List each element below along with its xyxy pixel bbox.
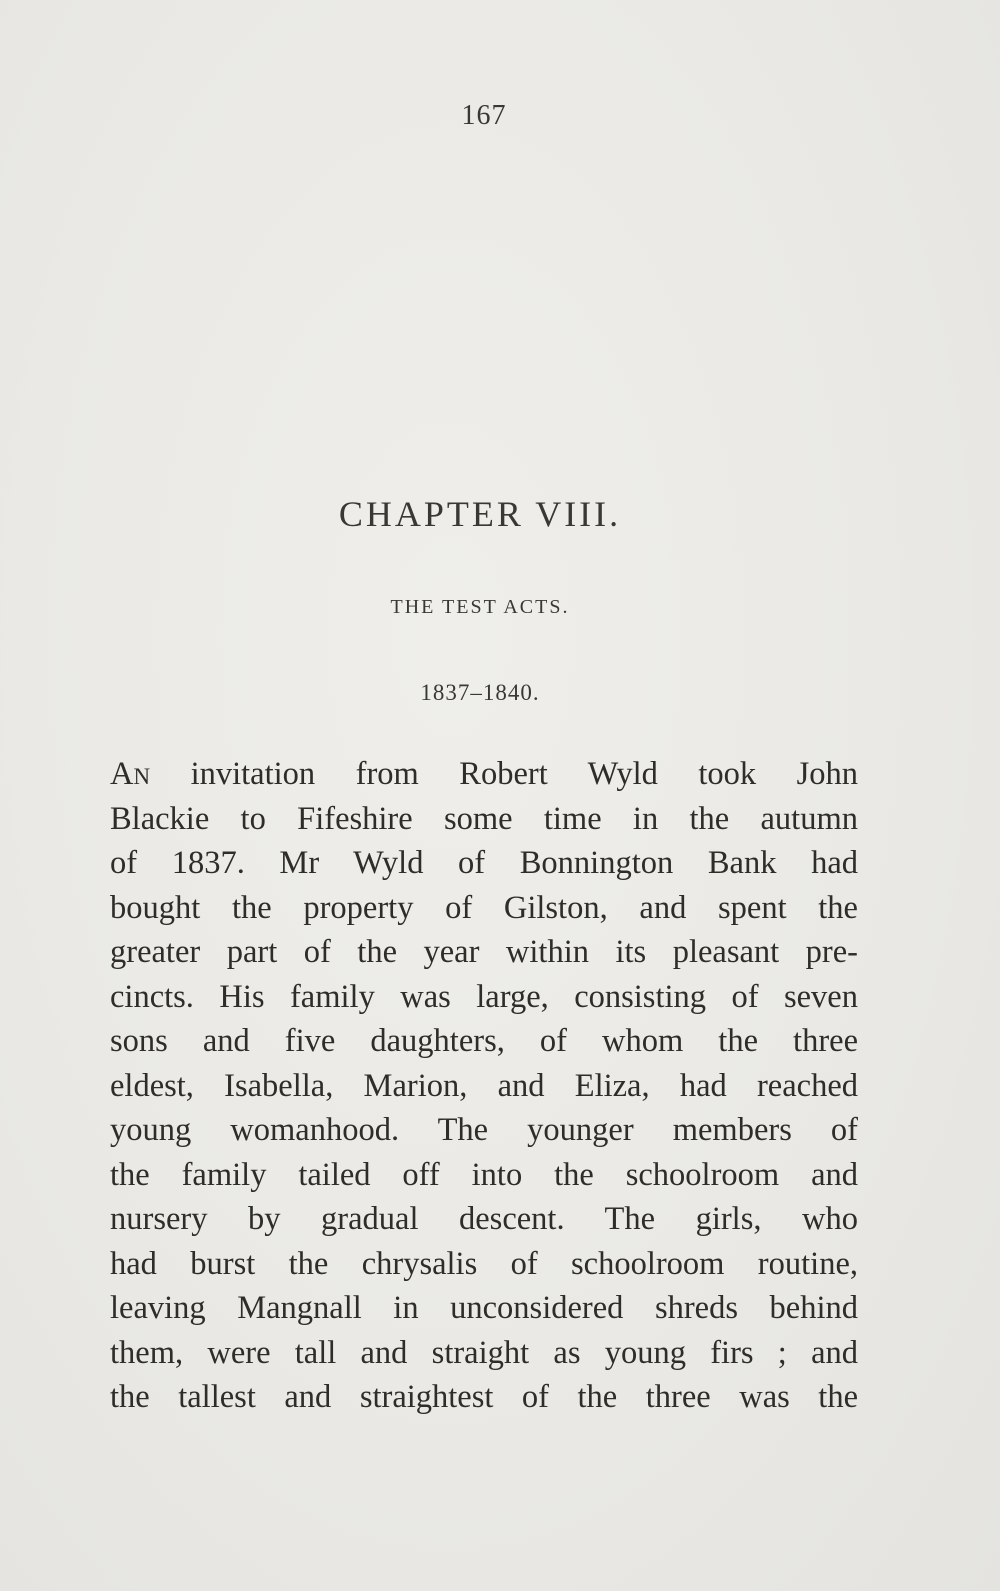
text-line: Blackie to Fifeshire some time in the autumn xyxy=(110,800,858,837)
opening-word: An xyxy=(110,756,151,792)
chapter-subtitle: THE TEST ACTS. xyxy=(390,596,570,618)
text-line: sons and five daughters, of whom the three xyxy=(110,1023,858,1059)
text-line: cincts. His family was large, consisting of seven xyxy=(110,978,858,1015)
text-line: young womanhood. The younger members of xyxy=(110,1112,858,1148)
text-line-content: invitation from Robert Wyld took John xyxy=(150,756,858,792)
text-line: them, were tall and straight as young firs ; and xyxy=(110,1334,858,1371)
text-line: had burst the chrysalis of schoolroom routine, xyxy=(110,1245,858,1282)
text-line: of 1837. Mr Wyld of Bonnington Bank had xyxy=(110,845,858,881)
text-line: leaving Mangnall in unconsidered shreds behind xyxy=(110,1290,858,1326)
chapter-dates: 1837–1840. xyxy=(420,680,540,705)
chapter-title: CHAPTER VIII. xyxy=(338,494,622,534)
page-number: 167 xyxy=(461,100,507,131)
text-line: greater part of the year within its pleasant pre- xyxy=(110,934,858,970)
text-line: the family tailed off into the schoolroom and xyxy=(110,1156,858,1193)
text-line: eldest, Isabella, Marion, and Eliza, had reached xyxy=(110,1067,858,1104)
text-line xyxy=(110,752,858,797)
text-line: nursery by gradual descent. The girls, who xyxy=(110,1201,858,1237)
text-line: bought the property of Gilston, and spent the xyxy=(110,889,858,926)
body-paragraph xyxy=(110,752,858,1420)
text-line: the tallest and straightest of the three was the xyxy=(110,1379,858,1415)
